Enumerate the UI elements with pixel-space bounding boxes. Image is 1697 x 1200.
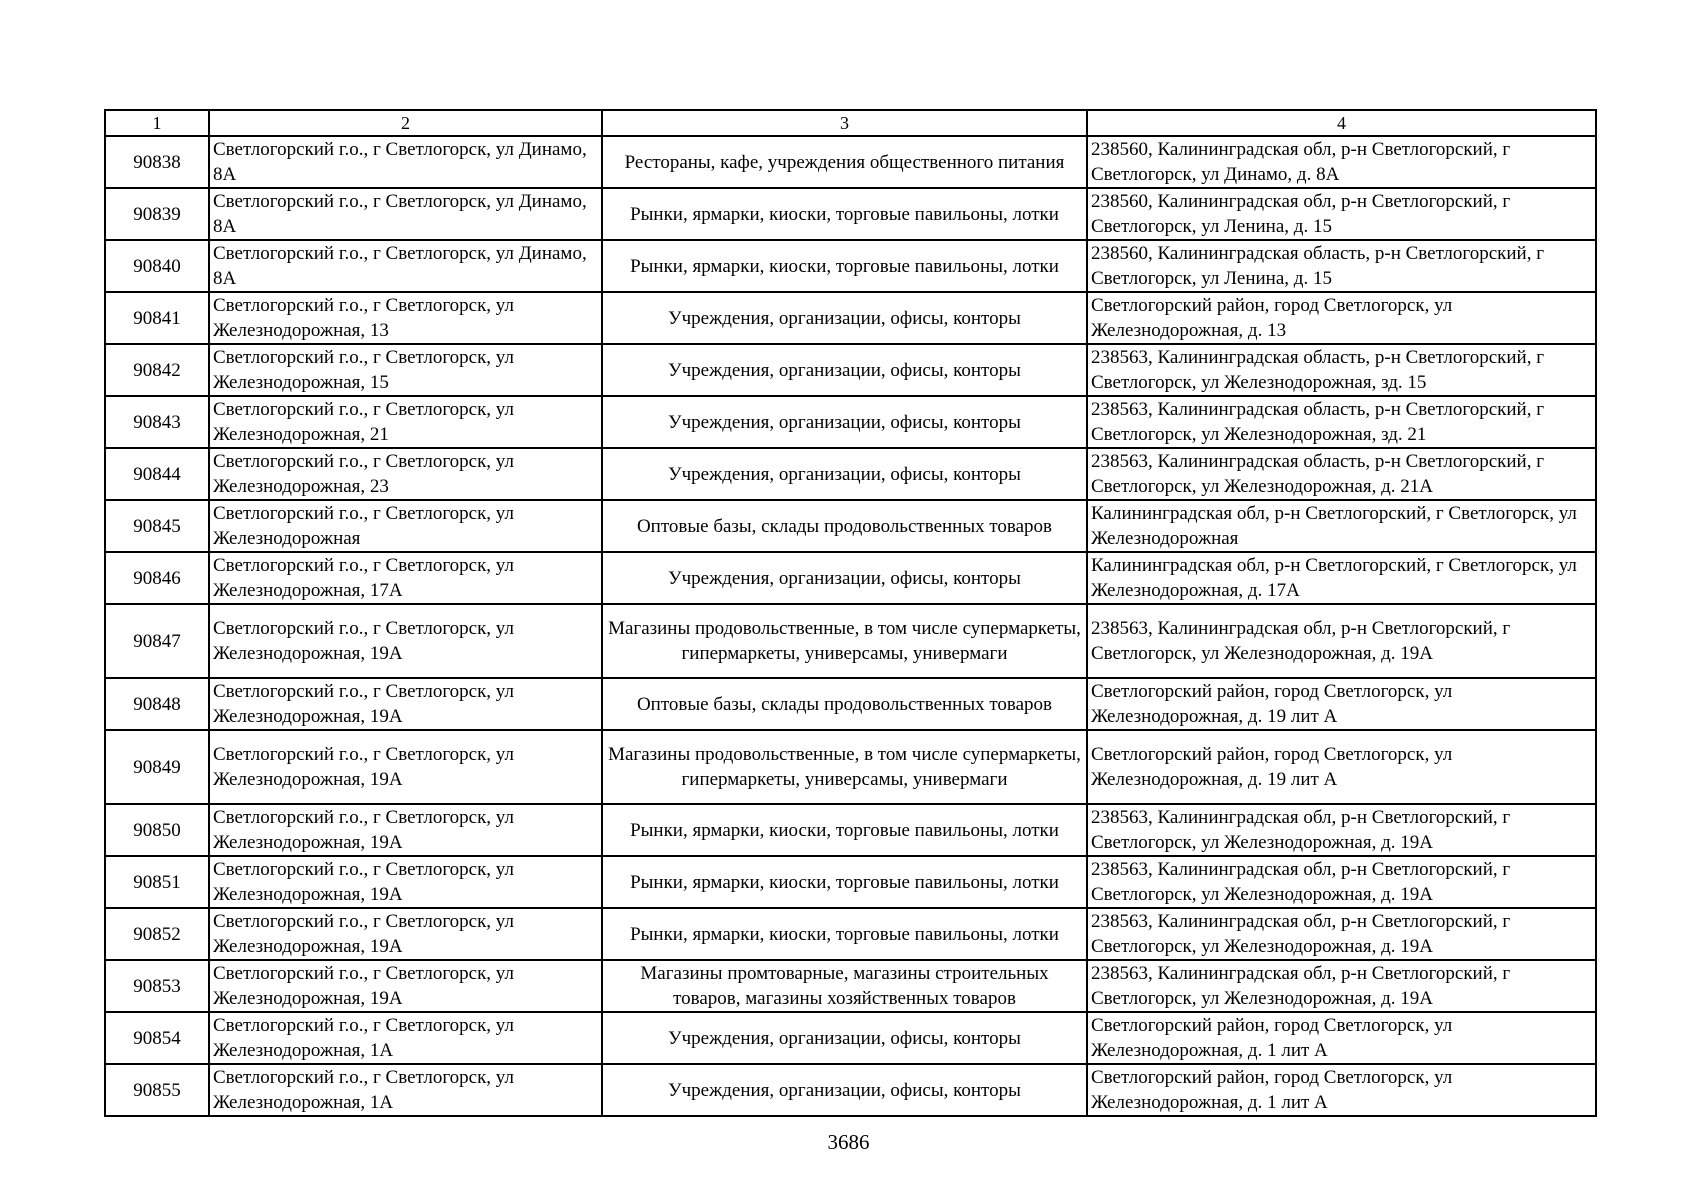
location-cell: Светлогорский г.о., г Светлогорск, ул Железнодорожная, 19А — [209, 678, 602, 730]
table-row — [105, 1012, 1596, 1064]
address-cell: 238563, Калининградская обл, р-н Светлогорский, г Светлогорск, ул Железнодорожная, д. 19А — [1087, 908, 1596, 960]
object-type-cell: Рынки, ярмарки, киоски, торговые павильоны, лотки — [602, 240, 1087, 292]
location-cell: Светлогорский г.о., г Светлогорск, ул Железнодорожная, 19А — [209, 604, 602, 678]
row-number-cell: 90842 — [105, 344, 209, 396]
address-cell: 238563, Калининградская обл, р-н Светлогорский, г Светлогорск, ул Железнодорожная, д. 19А — [1087, 604, 1596, 678]
object-type-cell: Рынки, ярмарки, киоски, торговые павильоны, лотки — [602, 804, 1087, 856]
address-cell: 238560, Калининградская обл, р-н Светлогорский, г Светлогорск, ул Динамо, д. 8А — [1087, 136, 1596, 188]
row-number-cell: 90853 — [105, 960, 209, 1012]
location-cell: Светлогорский г.о., г Светлогорск, ул Железнодорожная, 23 — [209, 448, 602, 500]
location-cell: Светлогорский г.о., г Светлогорск, ул Динамо, 8А — [209, 240, 602, 292]
object-type-cell: Рестораны, кафе, учреждения общественного питания — [602, 136, 1087, 188]
row-number-cell: 90839 — [105, 188, 209, 240]
location-cell: Светлогорский г.о., г Светлогорск, ул Железнодорожная, 17А — [209, 552, 602, 604]
table-row — [105, 396, 1596, 448]
table-row — [105, 908, 1596, 960]
row-number-cell: 90838 — [105, 136, 209, 188]
address-cell: Калининградская обл, р-н Светлогорский, г Светлогорск, ул Железнодорожная — [1087, 500, 1596, 552]
row-number-cell: 90847 — [105, 604, 209, 678]
object-type-cell: Учреждения, организации, офисы, конторы — [602, 344, 1087, 396]
table-row — [105, 604, 1596, 678]
table-row — [105, 500, 1596, 552]
row-number-cell: 90854 — [105, 1012, 209, 1064]
column-header-2: 2 — [209, 110, 602, 136]
object-type-cell: Учреждения, организации, офисы, конторы — [602, 448, 1087, 500]
address-cell: Калининградская обл, р-н Светлогорский, г Светлогорск, ул Железнодорожная, д. 17А — [1087, 552, 1596, 604]
page-number: 3686 — [827, 1130, 870, 1154]
location-cell: Светлогорский г.о., г Светлогорск, ул Железнодорожная, 13 — [209, 292, 602, 344]
column-header-1: 1 — [105, 110, 209, 136]
object-type-cell: Магазины продовольственные, в том числе супермаркеты, гипермаркеты, универсамы, универмаги — [602, 604, 1087, 678]
object-type-cell: Учреждения, организации, офисы, конторы — [602, 292, 1087, 344]
address-cell: 238563, Калининградская обл, р-н Светлогорский, г Светлогорск, ул Железнодорожная, д. 19А — [1087, 856, 1596, 908]
location-cell: Светлогорский г.о., г Светлогорск, ул Железнодорожная, 19А — [209, 908, 602, 960]
table-row — [105, 730, 1596, 804]
row-number-cell: 90841 — [105, 292, 209, 344]
table-row — [105, 136, 1596, 188]
row-number-cell: 90851 — [105, 856, 209, 908]
row-number-cell: 90845 — [105, 500, 209, 552]
object-type-cell: Учреждения, организации, офисы, конторы — [602, 552, 1087, 604]
row-number-cell: 90849 — [105, 730, 209, 804]
column-header-4: 4 — [1087, 110, 1596, 136]
object-type-cell: Рынки, ярмарки, киоски, торговые павильоны, лотки — [602, 908, 1087, 960]
row-number-cell: 90850 — [105, 804, 209, 856]
table-row — [105, 292, 1596, 344]
location-cell: Светлогорский г.о., г Светлогорск, ул Железнодорожная, 1А — [209, 1012, 602, 1064]
location-cell: Светлогорский г.о., г Светлогорск, ул Железнодорожная, 19А — [209, 856, 602, 908]
row-number-cell: 90855 — [105, 1064, 209, 1116]
row-number-cell: 90846 — [105, 552, 209, 604]
object-type-cell: Рынки, ярмарки, киоски, торговые павильоны, лотки — [602, 856, 1087, 908]
data-table — [104, 109, 1597, 1117]
address-cell: Светлогорский район, город Светлогорск, ул Железнодорожная, д. 19 лит А — [1087, 730, 1596, 804]
table-body — [105, 136, 1596, 1116]
address-cell: 238563, Калининградская область, р-н Светлогорский, г Светлогорск, ул Железнодорожная, зд. 15 — [1087, 344, 1596, 396]
table-row — [105, 448, 1596, 500]
address-cell: 238563, Калининградская область, р-н Светлогорский, г Светлогорск, ул Железнодорожная, зд. 21 — [1087, 396, 1596, 448]
table-row — [105, 552, 1596, 604]
table-row — [105, 804, 1596, 856]
location-cell: Светлогорский г.о., г Светлогорск, ул Железнодорожная, 19А — [209, 730, 602, 804]
address-cell: 238563, Калининградская область, р-н Светлогорский, г Светлогорск, ул Железнодорожная, д. 21А — [1087, 448, 1596, 500]
object-type-cell: Учреждения, организации, офисы, конторы — [602, 396, 1087, 448]
table-row — [105, 960, 1596, 1012]
row-number-cell: 90843 — [105, 396, 209, 448]
location-cell: Светлогорский г.о., г Светлогорск, ул Железнодорожная, 19А — [209, 960, 602, 1012]
table-row — [105, 188, 1596, 240]
address-cell: 238563, Калининградская обл, р-н Светлогорский, г Светлогорск, ул Железнодорожная, д. 19А — [1087, 804, 1596, 856]
object-type-cell: Учреждения, организации, офисы, конторы — [602, 1012, 1087, 1064]
address-cell: 238560, Калининградская обл, р-н Светлогорский, г Светлогорск, ул Ленина, д. 15 — [1087, 188, 1596, 240]
row-number-cell: 90848 — [105, 678, 209, 730]
location-cell: Светлогорский г.о., г Светлогорск, ул Железнодорожная — [209, 500, 602, 552]
header-row — [105, 110, 1596, 136]
address-cell: Светлогорский район, город Светлогорск, ул Железнодорожная, д. 1 лит А — [1087, 1012, 1596, 1064]
object-type-cell: Оптовые базы, склады продовольственных товаров — [602, 500, 1087, 552]
column-header-3: 3 — [602, 110, 1087, 136]
row-number-cell: 90840 — [105, 240, 209, 292]
address-cell: Светлогорский район, город Светлогорск, ул Железнодорожная, д. 19 лит А — [1087, 678, 1596, 730]
address-cell: Светлогорский район, город Светлогорск, ул Железнодорожная, д. 1 лит А — [1087, 1064, 1596, 1116]
address-cell: Светлогорский район, город Светлогорск, ул Железнодорожная, д. 13 — [1087, 292, 1596, 344]
address-cell: 238560, Калининградская область, р-н Светлогорский, г Светлогорск, ул Ленина, д. 15 — [1087, 240, 1596, 292]
location-cell: Светлогорский г.о., г Светлогорск, ул Железнодорожная, 1А — [209, 1064, 602, 1116]
table-row — [105, 344, 1596, 396]
table-row — [105, 856, 1596, 908]
object-type-cell: Магазины промтоварные, магазины строительных товаров, магазины хозяйственных товаров — [602, 960, 1087, 1012]
address-cell: 238563, Калининградская обл, р-н Светлогорский, г Светлогорск, ул Железнодорожная, д. 19А — [1087, 960, 1596, 1012]
table-row — [105, 1064, 1596, 1116]
location-cell: Светлогорский г.о., г Светлогорск, ул Динамо, 8А — [209, 188, 602, 240]
location-cell: Светлогорский г.о., г Светлогорск, ул Железнодорожная, 21 — [209, 396, 602, 448]
table-row — [105, 240, 1596, 292]
location-cell: Светлогорский г.о., г Светлогорск, ул Динамо, 8А — [209, 136, 602, 188]
row-number-cell: 90852 — [105, 908, 209, 960]
object-type-cell: Учреждения, организации, офисы, конторы — [602, 1064, 1087, 1116]
location-cell: Светлогорский г.о., г Светлогорск, ул Железнодорожная, 19А — [209, 804, 602, 856]
object-type-cell: Магазины продовольственные, в том числе супермаркеты, гипермаркеты, универсамы, универмаги — [602, 730, 1087, 804]
object-type-cell: Оптовые базы, склады продовольственных товаров — [602, 678, 1087, 730]
location-cell: Светлогорский г.о., г Светлогорск, ул Железнодорожная, 15 — [209, 344, 602, 396]
table-row — [105, 678, 1596, 730]
row-number-cell: 90844 — [105, 448, 209, 500]
object-type-cell: Рынки, ярмарки, киоски, торговые павильоны, лотки — [602, 188, 1087, 240]
